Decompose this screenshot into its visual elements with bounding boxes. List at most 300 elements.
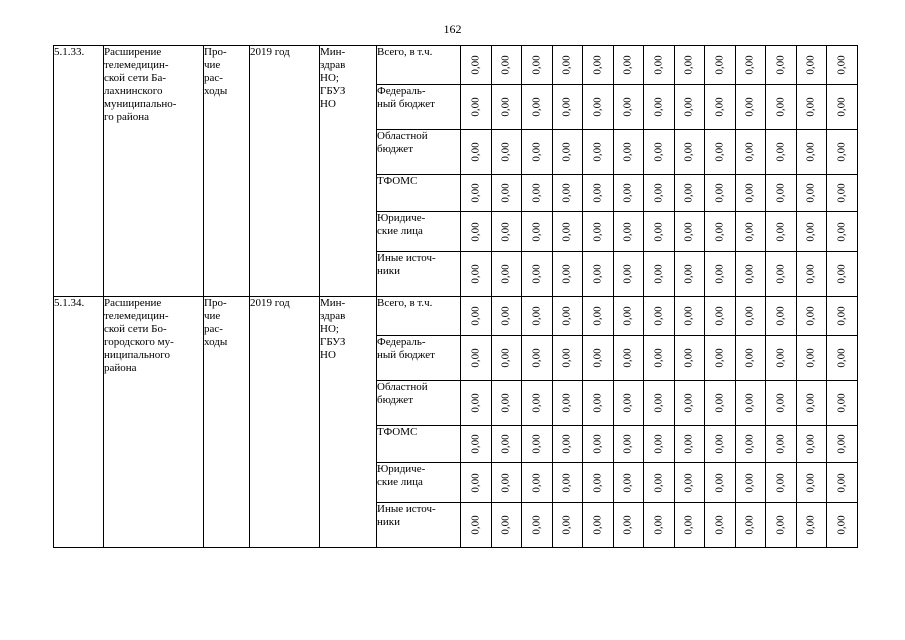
amount-cell [705,463,736,503]
executor-line: ГБУЗ [320,336,346,348]
amount-value: 0,00 [560,97,573,117]
amount-cell [491,297,522,336]
amount-value: 0,00 [621,393,634,413]
funding-source [377,46,461,85]
item-name-line: Расширение [104,297,162,309]
amount-cell [735,503,766,548]
amount-cell [796,336,827,381]
funding-source [377,297,461,336]
amount-cell [583,85,614,130]
amount-value: 0,00 [774,97,787,117]
amount-cell [735,297,766,336]
amount-value: 0,00 [530,472,543,493]
table-body [54,46,858,548]
amount-cell [735,85,766,130]
amount-value: 0,00 [713,393,726,413]
amount-cell [491,130,522,175]
amount-cell [705,46,736,85]
amount-cell [522,175,553,212]
amount-cell [461,297,492,336]
amount-cell [705,503,736,548]
amount-value: 0,00 [591,306,604,326]
amount-cell [583,503,614,548]
amount-value: 0,00 [499,142,512,162]
amount-cell [674,46,705,85]
funding-source-line: Юридиче- [377,463,426,475]
amount-cell [796,426,827,463]
executor [320,46,377,297]
amount-value: 0,00 [774,183,787,203]
executor-line: НО; [320,72,339,84]
amount-cell [613,297,644,336]
amount-cell [705,175,736,212]
amount-value: 0,00 [621,142,634,162]
amount-value: 0,00 [835,142,848,162]
amount-value: 0,00 [469,434,482,454]
amount-cell [674,130,705,175]
amount-value: 0,00 [804,221,817,242]
funding-source-line: бюджет [377,143,413,155]
item-name-line: ской сети Бо- [104,323,167,335]
amount-cell [766,212,797,252]
amount-value: 0,00 [652,434,665,454]
amount-value: 0,00 [743,348,756,368]
amount-value: 0,00 [713,515,726,535]
amount-value: 0,00 [560,264,573,284]
amount-value: 0,00 [835,393,848,413]
amount-cell [491,46,522,85]
funding-source [377,252,461,297]
item-name [104,46,204,297]
executor-line: НО; [320,323,339,335]
amount-cell [766,463,797,503]
amount-cell [522,503,553,548]
amount-cell [613,46,644,85]
amount-value: 0,00 [743,306,756,326]
amount-cell [552,252,583,297]
amount-cell [583,252,614,297]
amount-value: 0,00 [499,221,512,242]
amount-value: 0,00 [530,142,543,162]
amount-cell [766,46,797,85]
amount-cell [796,46,827,85]
amount-cell [552,381,583,426]
amount-value: 0,00 [743,183,756,203]
amount-cell [552,426,583,463]
amount-value: 0,00 [835,472,848,493]
amount-cell [705,336,736,381]
item-name-line: ской сети Ба- [104,72,167,84]
amount-cell [644,252,675,297]
amount-value: 0,00 [774,221,787,242]
amount-value: 0,00 [591,183,604,203]
table-row [54,297,858,336]
amount-cell [827,503,858,548]
amount-value: 0,00 [713,183,726,203]
funding-source-line: ный бюджет [377,349,435,361]
amount-value: 0,00 [713,264,726,284]
expense-category-line: ходы [204,85,228,97]
amount-cell [796,212,827,252]
amount-cell [583,130,614,175]
amount-cell [461,85,492,130]
amount-value: 0,00 [713,55,726,75]
amount-value: 0,00 [713,221,726,242]
year: 2019 год [250,46,320,297]
executor-line: ГБУЗ [320,85,346,97]
amount-cell [552,85,583,130]
amount-cell [827,463,858,503]
amount-cell [766,503,797,548]
expense-category-line: чие [204,59,221,71]
amount-value: 0,00 [743,221,756,242]
amount-value: 0,00 [621,434,634,454]
amount-cell [735,212,766,252]
amount-cell [552,463,583,503]
amount-cell [735,130,766,175]
amount-cell [613,85,644,130]
amount-cell [827,252,858,297]
amount-value: 0,00 [591,515,604,535]
amount-value: 0,00 [499,472,512,493]
amount-value: 0,00 [591,348,604,368]
amount-cell [461,336,492,381]
amount-cell [644,85,675,130]
amount-cell [583,381,614,426]
amount-cell [644,212,675,252]
amount-cell [461,252,492,297]
amount-cell [461,463,492,503]
amount-cell [522,212,553,252]
amount-cell [522,426,553,463]
amount-value: 0,00 [469,183,482,203]
amount-value: 0,00 [652,221,665,242]
amount-cell [613,175,644,212]
amount-value: 0,00 [591,221,604,242]
amount-value: 0,00 [682,183,695,203]
amount-cell [827,336,858,381]
amount-value: 0,00 [469,142,482,162]
amount-value: 0,00 [469,393,482,413]
amount-cell [766,85,797,130]
amount-cell [796,252,827,297]
amount-cell [552,212,583,252]
amount-cell [491,85,522,130]
amount-cell [491,503,522,548]
item-name-line: Расширение [104,46,162,58]
amount-cell [491,336,522,381]
amount-cell [613,252,644,297]
amount-value: 0,00 [530,434,543,454]
amount-cell [522,252,553,297]
amount-cell [552,503,583,548]
amount-cell [674,503,705,548]
amount-value: 0,00 [682,393,695,413]
amount-value: 0,00 [560,142,573,162]
amount-value: 0,00 [530,221,543,242]
amount-cell [796,85,827,130]
amount-value: 0,00 [499,97,512,117]
amount-cell [583,336,614,381]
amount-value: 0,00 [743,97,756,117]
funding-source-line: бюджет [377,394,413,406]
amount-cell [552,336,583,381]
item-name-line: района [104,362,137,374]
amount-cell [705,297,736,336]
funding-source-line: Областной [377,381,428,393]
amount-value: 0,00 [621,348,634,368]
amount-value: 0,00 [621,515,634,535]
amount-cell [552,175,583,212]
amount-value: 0,00 [591,264,604,284]
amount-value: 0,00 [499,183,512,203]
amount-value: 0,00 [743,515,756,535]
amount-value: 0,00 [682,472,695,493]
amount-value: 0,00 [774,55,787,75]
amount-value: 0,00 [774,142,787,162]
amount-value: 0,00 [804,97,817,117]
amount-value: 0,00 [804,515,817,535]
funding-source-line: ские лица [377,476,423,488]
amount-cell [461,426,492,463]
amount-value: 0,00 [713,348,726,368]
amount-value: 0,00 [530,306,543,326]
amount-value: 0,00 [835,515,848,535]
funding-source [377,426,461,463]
amount-cell [613,336,644,381]
amount-value: 0,00 [560,472,573,493]
amount-value: 0,00 [652,306,665,326]
amount-value: 0,00 [682,348,695,368]
amount-value: 0,00 [652,393,665,413]
executor-line: здрав [320,310,346,322]
amount-value: 0,00 [530,55,543,75]
item-code: 5.1.34. [54,297,104,548]
funding-source-line: Юридиче- [377,212,426,224]
amount-cell [552,297,583,336]
amount-value: 0,00 [469,472,482,493]
amount-value: 0,00 [621,306,634,326]
amount-cell [674,426,705,463]
amount-value: 0,00 [560,221,573,242]
amount-cell [674,463,705,503]
amount-value: 0,00 [469,264,482,284]
amount-value: 0,00 [804,393,817,413]
amount-value: 0,00 [591,434,604,454]
amount-cell [522,381,553,426]
amount-cell [644,463,675,503]
amount-cell [674,85,705,130]
amount-value: 0,00 [835,348,848,368]
amount-value: 0,00 [469,97,482,117]
amount-cell [491,381,522,426]
amount-value: 0,00 [560,393,573,413]
funding-source [377,463,461,503]
amount-cell [735,381,766,426]
amount-cell [827,381,858,426]
funding-source [377,336,461,381]
amount-cell [735,336,766,381]
amount-value: 0,00 [835,97,848,117]
amount-value: 0,00 [835,306,848,326]
item-name-line: лахнинского [104,85,163,97]
amount-cell [491,175,522,212]
amount-value: 0,00 [530,264,543,284]
funding-source-line: ские лица [377,225,423,237]
amount-cell [796,175,827,212]
amount-cell [674,336,705,381]
amount-value: 0,00 [804,183,817,203]
amount-cell [827,297,858,336]
amount-cell [491,426,522,463]
amount-cell [705,381,736,426]
amount-value: 0,00 [652,348,665,368]
amount-cell [827,46,858,85]
amount-value: 0,00 [774,306,787,326]
amount-cell [522,130,553,175]
funding-source-line: Иные источ- [377,252,436,264]
amount-cell [522,46,553,85]
amount-cell [552,130,583,175]
amount-cell [674,175,705,212]
amount-value: 0,00 [499,434,512,454]
amount-cell [796,503,827,548]
amount-value: 0,00 [499,264,512,284]
amount-value: 0,00 [621,264,634,284]
amount-value: 0,00 [682,264,695,284]
funding-source [377,381,461,426]
amount-value: 0,00 [560,515,573,535]
amount-value: 0,00 [530,348,543,368]
amount-value: 0,00 [469,221,482,242]
expense-category-line: Про- [204,46,227,58]
amount-cell [827,85,858,130]
expense-category [204,46,250,297]
item-name-line: телемедицин- [104,310,169,322]
item-name-line: муниципально- [104,98,177,110]
expense-category-line: ходы [204,336,228,348]
amount-cell [461,381,492,426]
amount-cell [613,426,644,463]
amount-cell [796,381,827,426]
amount-value: 0,00 [530,393,543,413]
amount-cell [827,426,858,463]
amount-cell [735,46,766,85]
amount-cell [522,297,553,336]
amount-value: 0,00 [652,97,665,117]
amount-value: 0,00 [804,434,817,454]
funding-source [377,85,461,130]
amount-cell [583,297,614,336]
amount-cell [644,426,675,463]
amount-value: 0,00 [560,183,573,203]
amount-cell [735,426,766,463]
amount-value: 0,00 [713,142,726,162]
amount-value: 0,00 [591,142,604,162]
amount-value: 0,00 [530,515,543,535]
expense-category-line: чие [204,310,221,322]
amount-value: 0,00 [682,55,695,75]
amount-cell [583,175,614,212]
amount-value: 0,00 [621,221,634,242]
amount-cell [613,381,644,426]
expense-category [204,297,250,548]
amount-cell [644,297,675,336]
amount-value: 0,00 [469,348,482,368]
amount-cell [796,297,827,336]
amount-cell [705,130,736,175]
amount-value: 0,00 [743,55,756,75]
amount-value: 0,00 [652,515,665,535]
item-name-line: го района [104,111,150,123]
amount-cell [827,212,858,252]
funding-source-line: Областной [377,130,428,142]
amount-value: 0,00 [774,434,787,454]
amount-cell [491,212,522,252]
item-name-line: городского му- [104,336,174,348]
amount-cell [522,336,553,381]
amount-cell [705,426,736,463]
amount-value: 0,00 [682,221,695,242]
amount-cell [766,130,797,175]
amount-value: 0,00 [621,183,634,203]
amount-cell [674,212,705,252]
amount-cell [644,503,675,548]
amount-cell [461,175,492,212]
amount-value: 0,00 [682,306,695,326]
amount-cell [766,336,797,381]
amount-cell [461,46,492,85]
amount-value: 0,00 [560,55,573,75]
amount-value: 0,00 [560,306,573,326]
amount-value: 0,00 [560,434,573,454]
page-number: 162 [443,22,462,36]
expense-category-line: Про- [204,297,227,309]
amount-value: 0,00 [713,472,726,493]
executor [320,297,377,548]
amount-value: 0,00 [652,183,665,203]
amount-value: 0,00 [621,472,634,493]
amount-cell [766,175,797,212]
amount-value: 0,00 [835,183,848,203]
amount-value: 0,00 [499,393,512,413]
amount-value: 0,00 [591,393,604,413]
amount-value: 0,00 [743,264,756,284]
amount-cell [613,463,644,503]
amount-cell [461,130,492,175]
amount-cell [766,426,797,463]
amount-value: 0,00 [804,472,817,493]
amount-value: 0,00 [652,264,665,284]
amount-cell [766,381,797,426]
amount-cell [705,212,736,252]
amount-value: 0,00 [774,264,787,284]
amount-cell [644,46,675,85]
amount-cell [613,212,644,252]
item-name [104,297,204,548]
executor-line: Мин- [320,46,346,58]
amount-cell [705,85,736,130]
funding-source-line: ники [377,265,401,277]
funding-source-line: Всего, в т.ч. [377,46,433,58]
amount-cell [766,252,797,297]
expense-category-line: рас- [204,323,223,335]
amount-cell [583,463,614,503]
amount-cell [644,381,675,426]
executor-line: НО [320,98,336,110]
amount-value: 0,00 [682,434,695,454]
amount-value: 0,00 [560,348,573,368]
